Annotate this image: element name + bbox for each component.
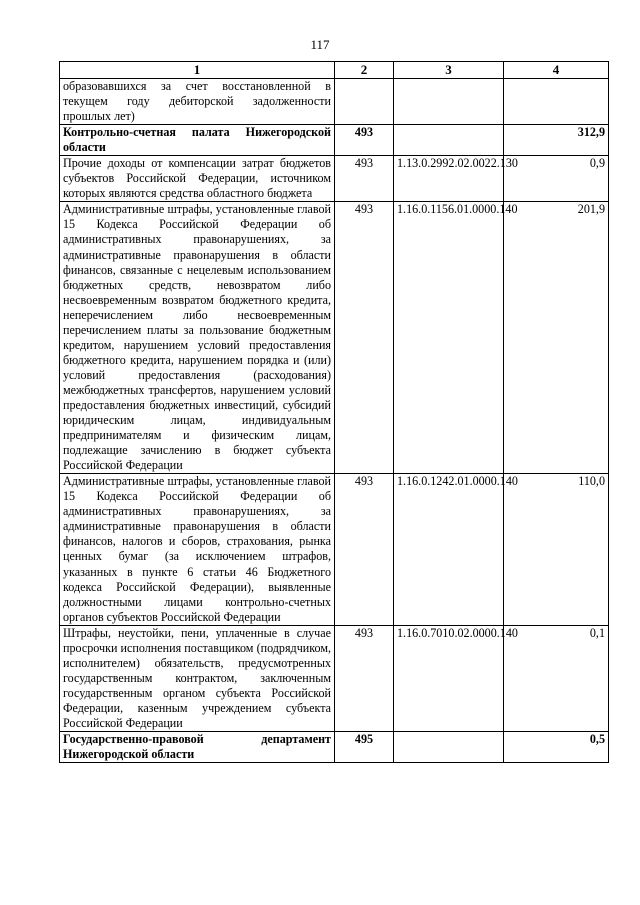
row-admin-code: 493 <box>335 125 394 156</box>
row-admin-code <box>335 79 394 125</box>
row-description: Штрафы, неустойки, пени, уплаченные в случае просрочки исполнения поставщиком (подрядчиком, исполнителем) обязательств, предусмотренных государственным контрактом, заключенным государственным органом субъекта Российской Федерации, казенным учреждением субъекта Российской Федерации <box>60 625 335 731</box>
row-description: Прочие доходы от компенсации затрат бюджетов субъектов Российской Федерации, источником которых являются средства областного бюджета <box>60 156 335 202</box>
row-amount: 201,9 <box>504 202 609 474</box>
row-amount <box>504 79 609 125</box>
row-description: образовавшихся за счет восстановленной в текущем году дебиторской задолженности прошлых лет) <box>60 79 335 125</box>
row-amount: 0,5 <box>504 732 609 763</box>
row-description: Государственно-правовой департамент Нижегородской области <box>60 732 335 763</box>
row-amount: 0,1 <box>504 625 609 731</box>
row-description: Административные штрафы, установленные главой 15 Кодекса Российской Федерации об административных правонарушениях, за административные правонарушения в области финансов, налогов и сборов, страхования, рынка ценных бумаг (за исключением штрафов, указанных в пункте 6 статьи 46 Бюджетного кодекса Российской Федерации), выявленные должностными лицами контрольно-счетных органов субъектов Российской Федерации <box>60 474 335 625</box>
row-admin-code: 495 <box>335 732 394 763</box>
row-amount: 110,0 <box>504 474 609 625</box>
row-budget-code <box>394 79 504 125</box>
table-header-row <box>60 62 609 79</box>
row-amount: 0,9 <box>504 156 609 202</box>
row-budget-code <box>394 125 504 156</box>
row-admin-code: 493 <box>335 625 394 731</box>
table-row <box>60 202 609 474</box>
column-header-admin: 2 <box>335 62 394 79</box>
row-budget-code: 1.16.0.1156.01.0000.140 <box>394 202 504 474</box>
row-budget-code: 1.13.0.2992.02.0022.130 <box>394 156 504 202</box>
row-amount: 312,9 <box>504 125 609 156</box>
row-admin-code: 493 <box>335 156 394 202</box>
row-admin-code: 493 <box>335 202 394 474</box>
row-description: Контрольно-счетная палата Нижегородской области <box>60 125 335 156</box>
table-row <box>60 156 609 202</box>
table-row <box>60 79 609 125</box>
row-budget-code: 1.16.0.1242.01.0000.140 <box>394 474 504 625</box>
column-header-code: 3 <box>394 62 504 79</box>
column-header-description: 1 <box>60 62 335 79</box>
table-row <box>60 732 609 763</box>
column-header-amount: 4 <box>504 62 609 79</box>
row-budget-code <box>394 732 504 763</box>
revenue-table <box>59 61 609 763</box>
table-row <box>60 125 609 156</box>
table-row <box>60 474 609 625</box>
row-admin-code: 493 <box>335 474 394 625</box>
row-budget-code: 1.16.0.7010.02.0000.140 <box>394 625 504 731</box>
row-description: Административные штрафы, установленные главой 15 Кодекса Российской Федерации об административных правонарушениях, за административные правонарушения в области финансов, связанные с нецелевым использованием бюджетных средств, невозвратом либо несвоевременным возвратом бюджетного кредита, неперечислением либо несвоевременным перечислением платы за пользование бюджетным кредитом, нарушением условий предоставления бюджетного кредита, нарушением порядка и (или) условий предоставления (расходования) межбюджетных трансфертов, нарушением условий предоставления бюджетных инвестиций, субсидий юридическим лицам, индивидуальным предпринимателям и физическим лицам, подлежащие зачислению в бюджет субъекта Российской Федерации <box>60 202 335 474</box>
table-row <box>60 625 609 731</box>
page-number: 117 <box>310 37 330 52</box>
